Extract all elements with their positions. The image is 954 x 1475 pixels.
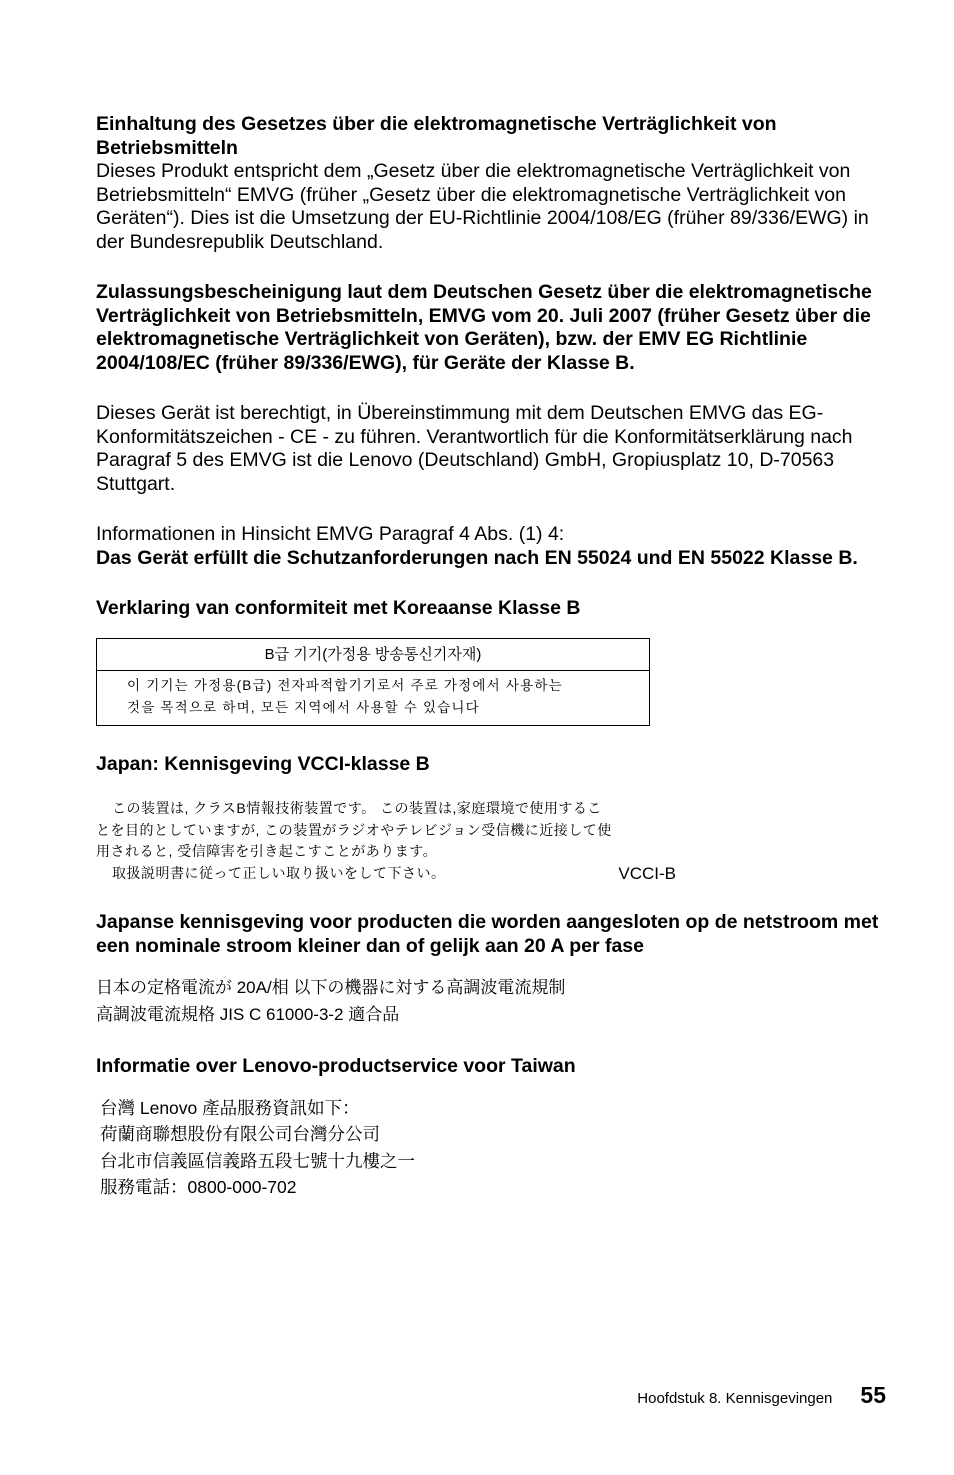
japan-power-line-2: 高調波電流規格 JIS C 61000-3-2 適合品 bbox=[96, 1005, 400, 1024]
taiwan-line-4: 服務電話：0800-000-702 bbox=[100, 1177, 297, 1197]
page-footer bbox=[637, 1382, 886, 1409]
japan-power-heading: Japanse kennisgeving voor producten die worden aangesloten op de netstroom met een nominale stroom kleiner dan of gelijk aan 20 A per fase bbox=[96, 911, 879, 957]
zulassung-heading: Zulassungsbescheinigung laut dem Deutschen Gesetz über die elektromagnetische Verträglichkeit von Betriebsmitteln, EMVG vom 20. Juli 2007 (früher Gesetz über die elektromagnetische Verträglichkeit von Geräten), bzw. der EMV EG Richtlinie 2004/108/EC (früher 89/336/EWG), für Geräte der Klasse B. bbox=[96, 281, 872, 374]
korea-notice-box bbox=[96, 638, 650, 726]
taiwan-line-3: 台北市信義區信義路五段七號十九樓之一 bbox=[100, 1150, 415, 1171]
emvg-info-bold: Das Gerät erfüllt die Schutzanforderungen nach EN 55024 und EN 55022 Klasse B. bbox=[96, 546, 858, 569]
taiwan-line-1: 台灣 Lenovo 產品服務資訊如下： bbox=[100, 1097, 360, 1118]
emvg-body: Dieses Produkt entspricht dem „Gesetz über die elektromagnetische Verträglichkeit von Betriebsmitteln“ EMVG (früher „Gesetz über die elektromagnetische Verträglichkeit von Geräten“). Dies ist die Umsetzung der EU-Richtlinie 2004/108/EG (früher 89/336/EWG) in der Bundesrepublik Deutschland. bbox=[96, 160, 869, 253]
taiwan-notice bbox=[96, 1095, 896, 1201]
zulassung-body: Dieses Gerät ist berechtigt, in Übereinstimmung mit dem Deutschen EMVG das EG-Konformitätszeichen - CE - zu führen. Verantwortlich für die Konformitätserklärung nach Paragraf 5 des EMVG ist die Lenovo (Deutschland) GmbH, Gropiusplatz 10, D-70563 Stuttgart. bbox=[96, 402, 853, 495]
vcci-line-2: とを目的としていますが, この装置がラジオやテレビジョン受信機に近接して使 bbox=[96, 821, 612, 838]
page-number: 55 bbox=[860, 1382, 886, 1408]
vcci-notice bbox=[96, 798, 676, 884]
vcci-line-1: この装置は, クラスB情報技術装置です。 この装置は,家庭環境で使用するこ bbox=[112, 800, 602, 816]
korea-heading: Verklaring van conformiteit met Koreaanse Klasse B bbox=[96, 597, 581, 619]
korea-box-line-1: 이 기기는 가정용(B급) 전자파적합기기로서 주로 가정에서 사용하는 bbox=[127, 677, 563, 693]
footer-chapter: Hoofdstuk 8. Kennisgevingen bbox=[637, 1390, 833, 1407]
emvg-info-line: Informationen in Hinsicht EMVG Paragraf 4 Abs. (1) 4: bbox=[96, 523, 565, 545]
korea-box-title: B급 기기(가정용 방송통신기자재) bbox=[97, 639, 649, 671]
korea-box-body bbox=[97, 671, 649, 725]
korea-box-line-2: 것을 목적으로 하며, 모든 지역에서 사용할 수 있습니다 bbox=[127, 699, 480, 715]
japan-power-notice bbox=[96, 974, 896, 1028]
page-content bbox=[96, 113, 896, 1201]
emvg-heading: Einhaltung des Gesetzes über die elektromagnetische Verträglichkeit von Betriebsmitteln bbox=[96, 113, 777, 159]
taiwan-heading: Informatie over Lenovo-productservice voor Taiwan bbox=[96, 1055, 576, 1077]
vcci-heading: Japan: Kennisgeving VCCI-klasse B bbox=[96, 752, 430, 775]
vcci-line-3: 用されると, 受信障害を引き起こすことがあります。 bbox=[96, 843, 438, 859]
taiwan-line-2: 荷蘭商聯想股份有限公司台灣分公司 bbox=[100, 1124, 380, 1144]
vcci-line-4: 取扱説明書に従って正しい取り扱いをして下さい。 bbox=[112, 864, 446, 881]
japan-power-line-1: 日本の定格電流が 20A/相 以下の機器に対する高調波電流規制 bbox=[96, 978, 566, 997]
vcci-mark: VCCI-B bbox=[618, 863, 676, 883]
